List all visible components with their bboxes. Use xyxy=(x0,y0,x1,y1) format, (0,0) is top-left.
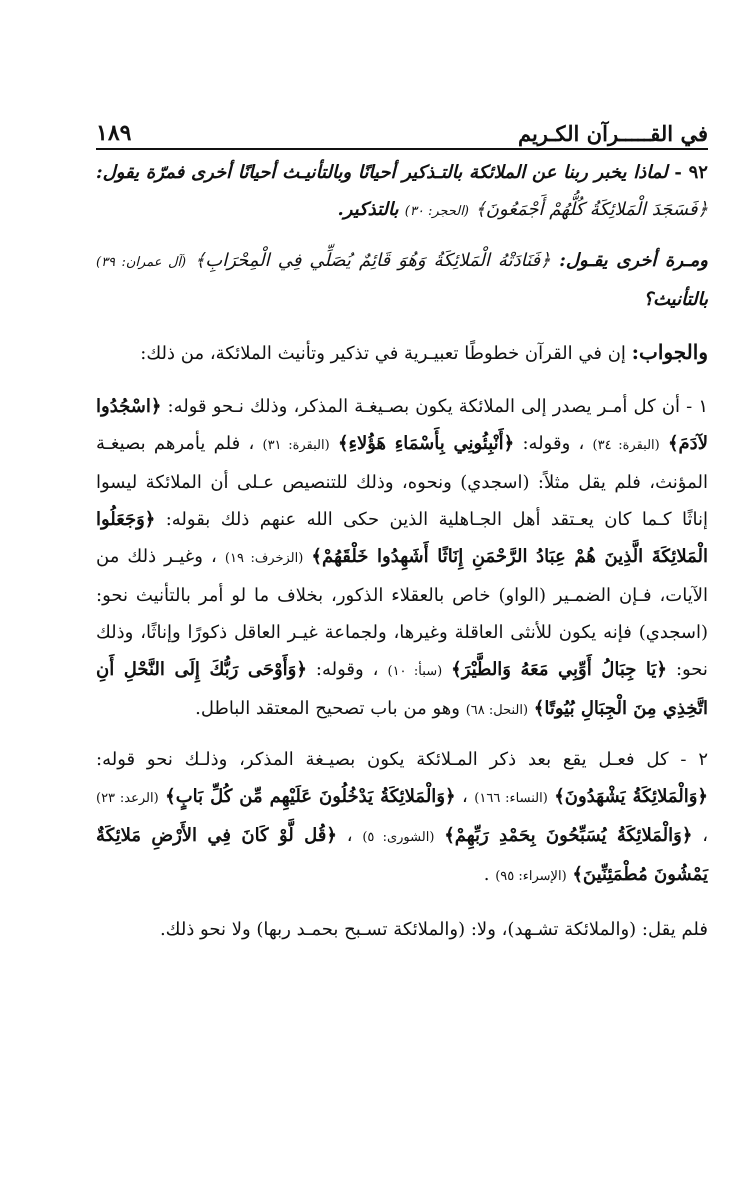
body-text: فلم يقل: (والملائكة تشـهد)، ولا: (والملائكة تسـبح بحمـد ربها) ولا نحو ذلك. xyxy=(159,919,708,940)
quran-verse: ﴿وَالْمَلائِكَةُ يَشْهَدُونَ﴾ xyxy=(554,786,708,807)
body-text: ، وقوله: xyxy=(522,433,585,454)
verse-reference: (النساء: ١٦٦) xyxy=(474,791,548,806)
answer-label: والجواب: xyxy=(631,340,708,364)
quran-verse: ﴿وَالْمَلائِكَةُ يُسَبِّحُونَ بِحَمْدِ رَبِّهِمْ﴾ xyxy=(444,825,693,846)
verse-reference: (النحل: ٦٨) xyxy=(465,703,529,718)
point-2-paragraph xyxy=(96,741,708,895)
quran-verse: ﴿وَالْمَلائِكَةُ يَدْخُلُونَ عَلَيْهِم مِّن كُلِّ بَابٍ﴾ xyxy=(165,786,456,807)
body-text: ، xyxy=(346,825,353,846)
quran-verse: ﴿قُل لَّوْ كَانَ فِي الأَرْضِ مَلائِكَةٌ يَمْشُونَ مُطْمَئِنِّينَ﴾ xyxy=(96,825,708,885)
verse-reference: (الرعد: ٢٣) xyxy=(96,791,159,806)
quran-verse: ﴿فَنَادَتْهُ الْمَلائِكَةُ وَهُوَ قَائِمٌ يُصَلِّي فِي الْمِحْرَابِ﴾ xyxy=(194,250,551,271)
verse-reference: (البقرة: ٣٤) xyxy=(592,438,660,453)
quran-verse: ﴿فَسَجَدَ الْمَلائِكَةُ كُلُّهُمْ أَجْمَعُونَ﴾ xyxy=(475,199,708,220)
verse-reference: (الحجر: ٣٠) xyxy=(404,204,469,219)
running-title: في القـــــرآن الكـريم xyxy=(517,121,708,146)
body-text: ، وغيـر ذلك من الآيات، فـإن الضمـير (الواو) خاص بالعقلاء الذكور، بخلاف ما لو أمر بالتأنيث نحو: (اسجدي) فإنه يكون للأنثى العاقلة وغيرها، ولجماعة غيـر العاقل ذكورًا وإناثًا، وذلك نحو: xyxy=(96,546,708,680)
quran-verse: ﴿اسْجُدُوا لآدَمَ﴾ xyxy=(96,396,708,454)
body-text: ، وقوله: xyxy=(315,659,379,680)
body-text: وهو من باب تصحيح المعتقد الباطل. xyxy=(195,698,460,719)
question-text: ومـرة أخرى يقـول: xyxy=(559,250,708,271)
quran-verse: ﴿وَجَعَلُوا الْمَلائِكَةَ الَّذِينَ هُمْ عِبَادُ الرَّحْمَنِ إِنَاثًا أَشَهِدُوا خَلْقَهُمْ﴾ xyxy=(96,509,708,567)
conclusion-paragraph xyxy=(96,911,708,948)
question-paragraph xyxy=(96,154,708,230)
answer-intro-paragraph xyxy=(96,334,708,372)
body-text: ، xyxy=(462,786,468,807)
question-text: بالتذكير. xyxy=(337,199,399,220)
page-number: ١٨٩ xyxy=(96,120,132,146)
body-text: ١ - أن كل أمـر يصدر إلى الملائكة يكون بصـيغـة المذكر، وذلك نـحو قوله: xyxy=(167,396,708,417)
body-text: ، xyxy=(702,825,708,846)
question-number: ٩٢ - xyxy=(674,162,708,183)
question-text: بالتأنيث؟ xyxy=(643,289,708,310)
body-text: ٢ - كل فعـل يقع بعد ذكر المـلائكة يكون بصيـغة المذكر، وذلـك نحو قوله: xyxy=(96,749,708,770)
point-1-paragraph xyxy=(96,388,708,729)
verse-reference: (الزخرف: ١٩) xyxy=(224,551,304,566)
quran-verse: ﴿يَا جِبَالُ أَوِّبِي مَعَهُ وَالطَّيْرَ﴾ xyxy=(451,659,667,680)
question-text: لماذا يخبر ربنا عن الملائكة بالتـذكير أحيانًا وبالتأنيـث أحيانًا أخرى فمرّة يقول: xyxy=(96,162,668,183)
body-text: ، فلم يأمرهم بصيغـة المؤنث، فلم يقل مثلاً: (اسجدي) ونحوه، وذلك للتنصيص عـلى أن الملائكة ليسوا إناثًا كـما كان يعـتقد أهل الجـاهلية الذين حكى الله عنهم ذلك بقوله: xyxy=(96,433,708,530)
verse-reference: (سبأ: ١٠) xyxy=(387,664,443,679)
verse-reference: (آل عمران: ٣٩) xyxy=(96,255,187,270)
question-paragraph xyxy=(96,242,708,318)
page-content xyxy=(96,154,708,948)
quran-verse: ﴿وَأَوْحَى رَبُّكَ إِلَى النَّحْلِ أَنِ اتَّخِذِي مِنَ الْجِبَالِ بُيُوتًا﴾ xyxy=(96,659,708,719)
body-text: . xyxy=(483,864,490,885)
answer-intro-text: إن في القرآن خطوطًا تعبيـرية في تذكير وتأنيث الملائكة، من ذلك: xyxy=(140,343,626,364)
verse-reference: (الشورى: ٥) xyxy=(362,830,435,845)
verse-reference: (الإسراء: ٩٥) xyxy=(495,869,567,884)
page-header xyxy=(96,112,708,150)
verse-reference: (البقرة: ٣١) xyxy=(262,438,330,453)
book-page xyxy=(96,112,708,948)
quran-verse: ﴿أَنْبِئُونِي بِأَسْمَاءِ هَؤُلاءِ﴾ xyxy=(337,433,515,454)
